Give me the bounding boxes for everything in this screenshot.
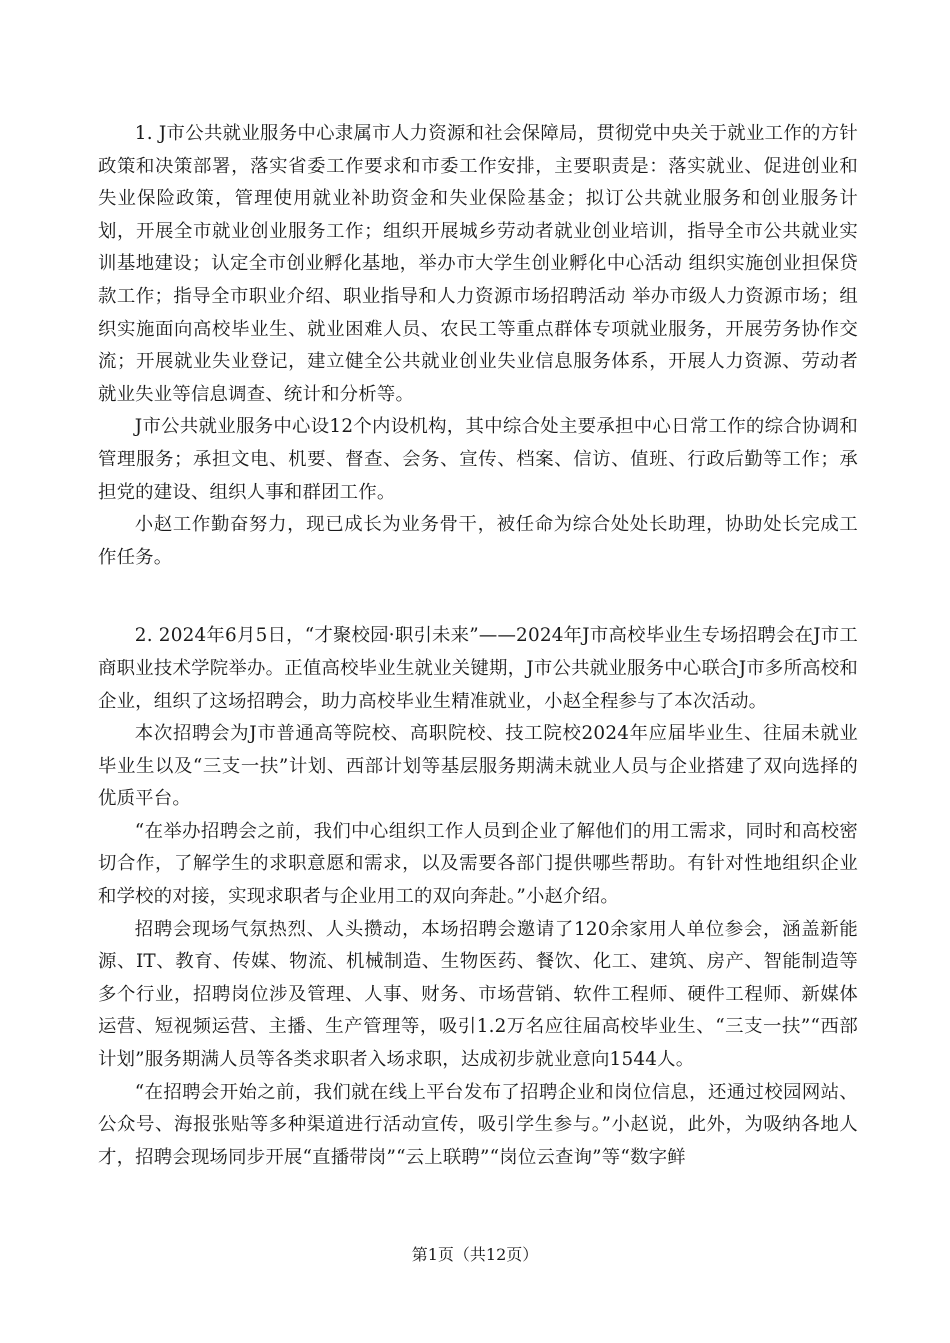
paragraph: “在招聘会开始之前，我们就在线上平台发布了招聘企业和岗位信息，还通过校园网站、公众号、海报张贴等多种渠道进行活动宣传，吸引学生参与。”小赵说，此外，为吸纳各地人才，招聘会现场同步开展“直播带岗”“云上联聘”“岗位云查询”等“数字鲜 — [98, 1081, 858, 1168]
paragraph: 2. 2024年6月5日，“才聚校园·职引未来”——2024年J市高校毕业生专场招聘会在J市工商职业技术学院举办。正值高校毕业生就业关键期，J市公共就业服务中心联合J市多所高校和企业，组织了这场招聘会，助力高校毕业生精准就业，小赵全程参与了本次活动。 — [98, 625, 858, 712]
document-body — [98, 118, 858, 1174]
paragraph: 本次招聘会为J市普通高等院校、高职院校、技工院校2024年应届毕业生、往届未就业毕业生以及“三支一扶”计划、西部计划等基层服务期满未就业人员与企业搭建了双向选择的优质平台。 — [98, 723, 858, 810]
paragraph: 小赵工作勤奋努力，现已成长为业务骨干，被任命为综合处处长助理，协助处长完成工作任务。 — [98, 514, 858, 568]
page-number-footer: 第1页（共12页） — [411, 1245, 539, 1264]
paragraph: 招聘会现场气氛热烈、人头攒动，本场招聘会邀请了120余家用人单位参会，涵盖新能源、IT、教育、传媒、物流、机械制造、生物医药、餐饮、化工、建筑、房产、智能制造等多个行业，招聘岗位涉及管理、人事、财务、市场营销、软件工程师、硬件工程师、新媒体运营、短视频运营、主播、生产管理等，吸引1.2万名应往届高校毕业生、“三支一扶”“西部计划”服务期满人员等各类求职者入场求职，达成初步就业意向1544人。 — [98, 918, 858, 1071]
paragraph: “在举办招聘会之前，我们中心组织工作人员到企业了解他们的用工需求，同时和高校密切合作，了解学生的求职意愿和需求，以及需要各部门提供哪些帮助。有针对性地组织企业和学校的对接，实现求职者与企业用工的双向奔赴。”小赵介绍。 — [98, 820, 858, 908]
section-2 — [98, 620, 858, 1174]
section-1 — [98, 118, 858, 574]
section-divider — [98, 574, 858, 620]
paragraph: J市公共就业服务中心设12个内设机构，其中综合处主要承担中心日常工作的综合协调和管理服务；承担文电、机要、督查、会务、宣传、档案、信访、值班、行政后勤等工作；承担党的建设、组织人事和群团工作。 — [98, 416, 858, 503]
paragraph: 1. J市公共就业服务中心隶属市人力资源和社会保障局，贯彻党中央关于就业工作的方针政策和决策部署，落实省委工作要求和市委工作安排，主要职责是：落实就业、促进创业和失业保险政策，管理使用就业补助资金和失业保险基金；拟订公共就业服务和创业服务计划，开展全市就业创业服务工作；组织开展城乡劳动者就业创业培训，指导全市公共就业实训基地建设；认定全市创业孵化基地，举办市大学生创业孵化中心活动 组织实施创业担保贷款工作；指导全市职业介绍、职业指导和人力资源市场招聘活动 举办市级人力资源市场；组织实施面向高校毕业生、就业困难人员、农民工等重点群体专项就业服务，开展劳务协作交流；开展就业失业登记，建立健全公共就业创业失业信息服务体系，开展人力资源、劳动者就业失业等信息调查、统计和分析等。 — [98, 123, 858, 405]
